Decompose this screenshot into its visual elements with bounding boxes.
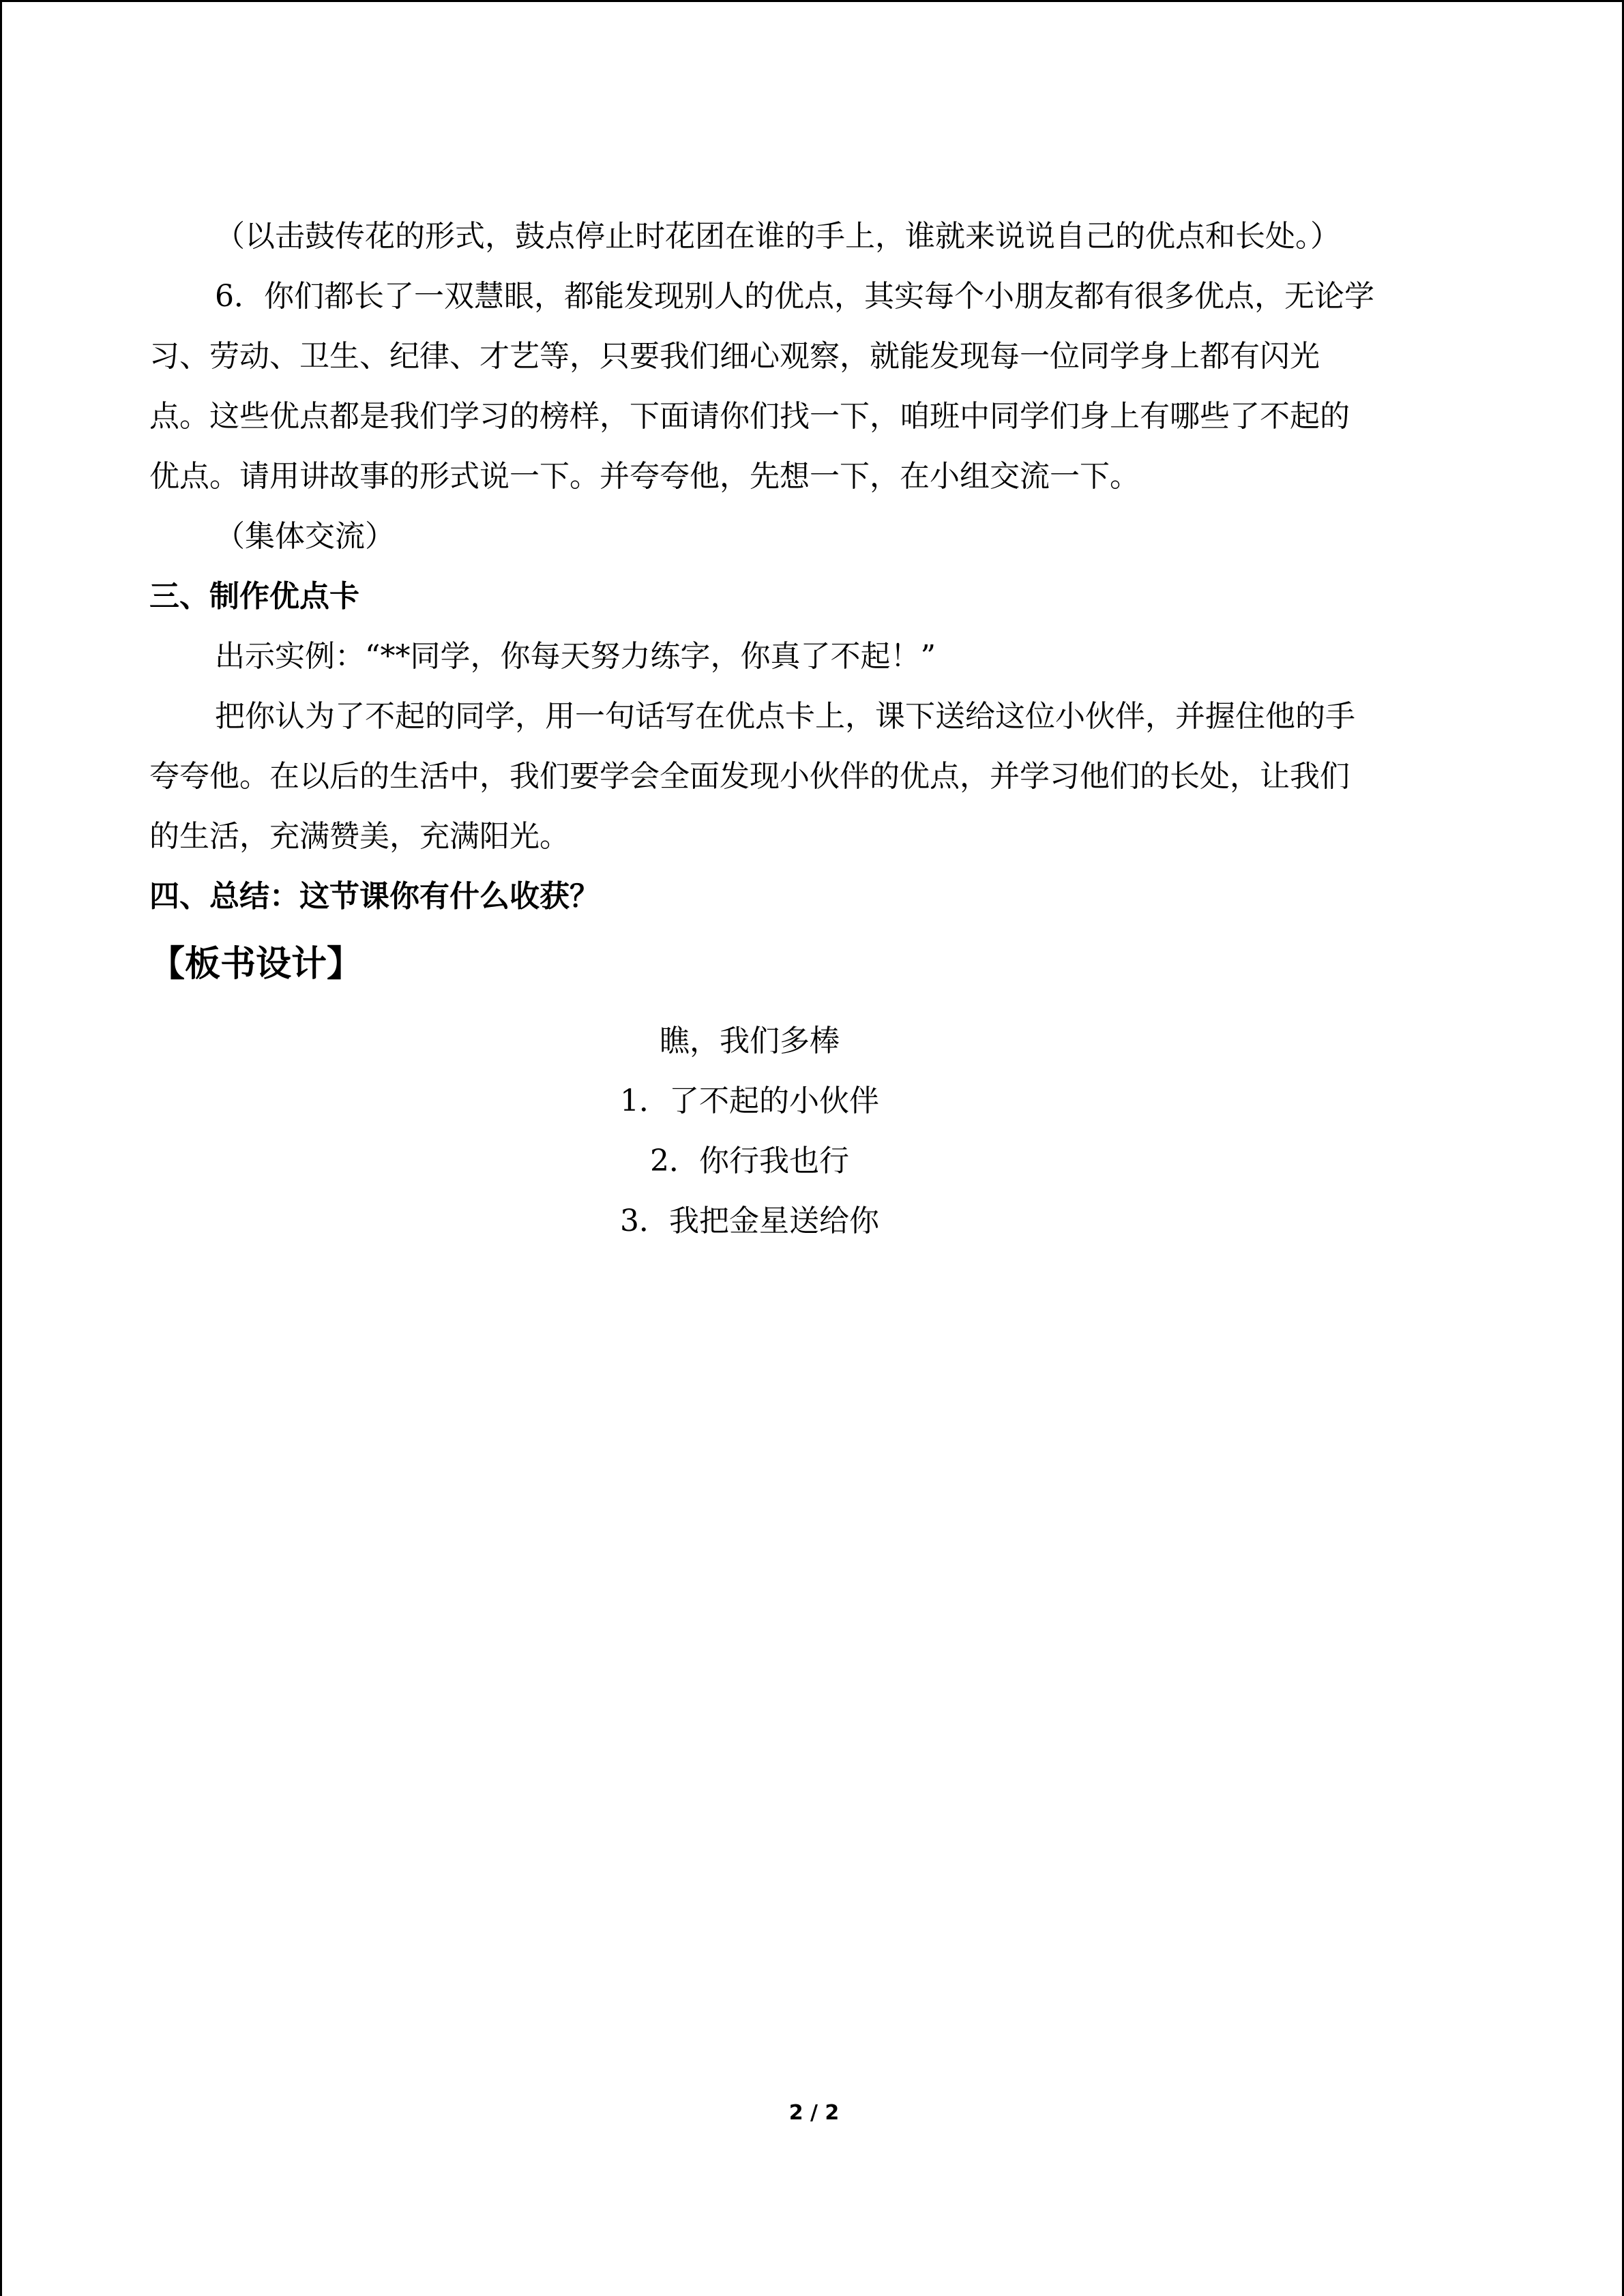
board-title: 瞧，我们多棒: [660, 1024, 840, 1058]
paragraph-item-6-line-1: 6．你们都长了一双慧眼，都能发现别人的优点，其实每个小朋友都有很多优点，无论学: [215, 279, 1374, 314]
page-number: 2 / 2: [788, 2101, 840, 2125]
paragraph-card-line-3: 的生活，充满赞美，充满阳光。: [149, 819, 570, 854]
paragraph-item-6-line-4: 优点。请用讲故事的形式说一下。并夸夸他，先想一下，在小组交流一下。: [149, 459, 1140, 494]
board-design-heading: 【板书设计】: [149, 943, 363, 985]
section-heading-3: 三、制作优点卡: [149, 579, 359, 614]
paragraph-card-line-1: 把你认为了不起的同学，用一句话写在优点卡上，课下送给这位小伙伴，并握住他的手: [215, 699, 1355, 734]
paragraph-item-6-line-3: 点。这些优点都是我们学习的榜样，下面请你们找一下，咱班中同学们身上有哪些了不起的: [149, 399, 1350, 434]
board-item-1: 1．了不起的小伙伴: [620, 1084, 879, 1118]
paragraph-item-6-line-2: 习、劳动、卫生、纪律、才艺等，只要我们细心观察，就能发现每一位同学身上都有闪光: [149, 339, 1320, 374]
section-heading-4: 四、总结：这节课你有什么收获？: [149, 879, 600, 914]
document-body: [149, 207, 1479, 1002]
board-design-content: [149, 1011, 1479, 1251]
board-item-3: 3．我把金星送给你: [620, 1204, 879, 1238]
board-item-2: 2．你行我也行: [650, 1144, 849, 1178]
paragraph-card-line-2: 夸夸他。在以后的生活中，我们要学会全面发现小伙伴的优点，并学习他们的长处，让我们: [149, 759, 1350, 794]
paragraph-activity-note: （以击鼓传花的形式，鼓点停止时花团在谁的手上，谁就来说说自己的优点和长处。）: [215, 219, 1340, 254]
paragraph-group-exchange: （集体交流）: [215, 519, 395, 554]
paragraph-example: 出示实例：“**同学，你每天努力练字，你真了不起！”: [215, 639, 936, 674]
